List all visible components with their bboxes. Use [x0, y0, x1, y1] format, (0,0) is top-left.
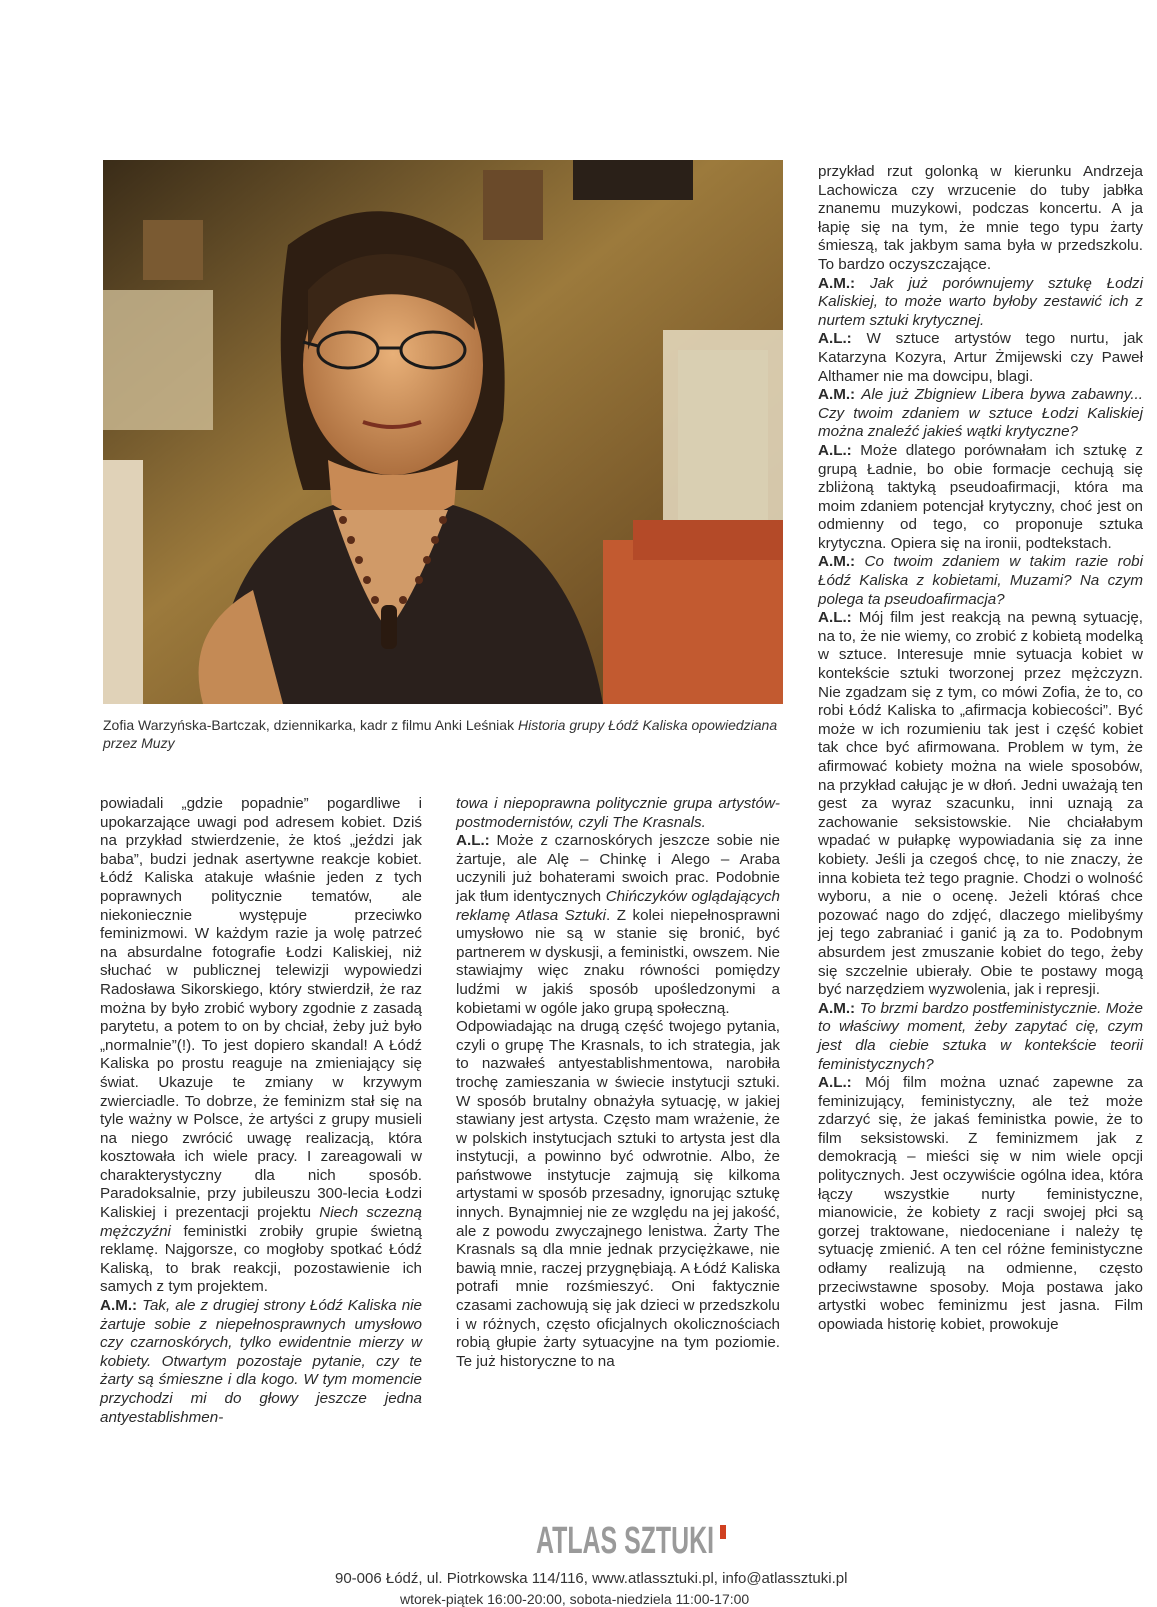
body-text: przykład rzut golonką w kierunku Andrzeja Lachowicza czy wrzucenie do tuby jabłka znanemu muzykowi, podczas koncertu. A ja łapię się na tym, że mnie tego typu żarty śmieszą, tak jakbym sama była w przedszkolu. To bardzo oczyszczające. [818, 163, 1143, 273]
body-text: powiadali „gdzie popadnie” pogardliwe i upokarzające uwagi pod adresem kobiet. Dziś na przykład stwierdzenie, że ktoś „jeździ jak baba”, budzi jednak asertywne reakcje kobiet. Łódź Kaliska atakuje właśnie jeden z tych poprawnych politycznie tematów, ale niekoniecznie występuje przeciwko feminizmowi. W każdym razie ja wolę patrzeć na absurdalne fotografie Łodzi Kaliskiej, niż słuchać w publicznej telewizji wypowiedzi Radosława Sikorskiego, który stwierdził, że raz można by było zrobić wybory zgodnie z zasadą parytetu, a potem to on by chciał, żeby już było „normalnie”(!). To jest dopiero skandal! A Łódź Kaliska po prostu reaguje na zmieniający się świat. Ukazuje te zmiany w krzywym zwierciadle. To dobrze, że feminizm stał się na tyle ważny w Polsce, że artyści z grupy musieli na niego zwrócić uwagę realizacją, która kosztowała ich wiele pracy. I zareagowali w charakterystyczny dla nich sposób. Paradoksalnie, przy jubileuszu 300-lecia Łodzi Kaliskiej i prezentacji projektu [100, 795, 422, 1222]
body-text: Może dlatego porównałam ich sztukę z grupą Ładnie, bo obie formacje cechują się zbliżoną taktyką pseudoafirmacji, która ma moim zdaniem potencjał krytyczny, choć jest on odmienny od tego, co proponuje sztuka krytyczna. Opiera się na ironii, podtekstach. [818, 441, 1143, 552]
text-column-3 [818, 163, 1143, 1334]
body-text: W sztuce artystów tego nurtu, jak Katarzyna Kozyra, Artur Żmijewski czy Paweł Althamer nie ma dowcipu, blagi. [818, 330, 1143, 385]
speaker-label: A.L.: [818, 609, 859, 627]
paragraph [100, 795, 422, 1297]
footer-address: 90-006 Łódź, ul. Piotrkowska 114/116, www.atlassztuki.pl, info@atlassztuki.pl [335, 1570, 848, 1587]
atlas-sztuki-logo [536, 1517, 736, 1561]
speaker-label: A.M.: [100, 1297, 143, 1315]
question-text: Co twoim zdaniem w takim razie robi Łódź Kaliska z kobietami, Muzami? Na czym polega ta pseudoafirmacja? [818, 553, 1143, 608]
paragraph [456, 1018, 780, 1371]
footer-hours: wtorek-piątek 16:00-20:00, sobota-niedziela 11:00-17:00 [400, 1591, 750, 1607]
speaker-label: A.M.: [818, 999, 860, 1017]
paragraph [456, 832, 780, 1018]
paragraph [818, 163, 1143, 275]
interview-photo [103, 160, 783, 704]
question-text: Ale już Zbigniew Libera bywa zabawny... Czy twoim zdaniem w sztuce Łodzi Kaliskiej można znaleźć jakieś wątki krytyczne? [818, 386, 1143, 441]
speaker-label: A.M.: [818, 386, 862, 404]
logo-text: ATLAS SZTUKI [536, 1520, 714, 1562]
paragraph [818, 386, 1143, 442]
speaker-label: A.L.: [456, 832, 497, 850]
speaker-label: A.L.: [818, 441, 861, 459]
paragraph [818, 330, 1143, 386]
question-text: Tak, ale z drugiej strony Łódź Kaliska nie żartuje sobie z niepełnosprawnych umysłowo czy czarnoskórych, tylko ewidentnie mierzy w kobiety. Otwartym pozostaje pytanie, czy te żarty są śmieszne i dla kogo. W tym momencie przychodzi mi do głowy jeszcze jedna antyestablishmen- [100, 1297, 422, 1426]
speaker-label: A.M.: [818, 274, 870, 292]
logo-accent [720, 1525, 726, 1539]
paragraph [818, 1074, 1143, 1334]
paragraph [818, 553, 1143, 609]
body-text: Mój film można uznać zapewne za feminizujący, feministyczny, ale też może zdarzyć się, że jakaś feministka powie, że to film seksistowski. Z feminizmem jak z demokracją – mieści się w nim wiele opcji politycznych. Jest oczywiście ogólna idea, która łączy wszystkie nurty feministyczne, mianowicie, że kobiety z racji swojej płci są gorzej traktowane, niedoceniane i należy tę sytuację zmienić. A ten cel różne feministyczne odłamy realizują na odmienne, często przeciwstawne sposoby. Moja postawa jako artystki wobec feminizmu jest jasna. Film opowiada historię kobiet, prowokuje [818, 1074, 1144, 1333]
question-text: Niech sczezną mężczyźni [100, 1204, 423, 1240]
speaker-label: A.M.: [818, 553, 865, 571]
question-text: Jak już porównujemy sztukę Łodzi Kaliskiej, to może warto byłoby zestawić ich z nurtem sztuki krytycznej. [818, 274, 1143, 329]
body-text: . Z kolei niepełnosprawni umysłowo nie są w stanie się bronić, być partnerem w dyskusji, a feministki, owszem. Nie stawiajmy więc znaku równości pomiędzy ludźmi w jakiś sposób upośledzonymi a kobietami w ogóle jako grupą społeczną. [456, 906, 780, 1017]
question-text: towa i niepoprawna politycznie grupa artystów-postmodernistów, czyli The Krasnals. [456, 795, 780, 831]
paragraph [818, 609, 1143, 999]
body-text: Może z czarnoskórych jeszcze sobie nie żartuje, ale Alę – Chinkę i Alego – Araba uczynili już bohaterami swoich prac. Podobnie jak tłum identycznych [456, 832, 780, 905]
caption-italic: Historia grupy Łódź Kaliska opowiedziana przez Muzy [103, 717, 778, 751]
question-text: To brzmi bardzo postfeministycznie. Może to właściwy moment, żeby zapytać cię, czym jest dla ciebie sztuka w kontekście teorii feministycznych? [818, 999, 1143, 1073]
paragraph [818, 442, 1143, 554]
caption-text: Zofia Warzyńska-Bartczak, dziennikarka, kadr z filmu Anki Leśniak [103, 717, 518, 733]
speaker-label: A.L.: [818, 330, 867, 348]
paragraph [818, 1000, 1143, 1074]
body-text: feministki zrobiły grupie świetną reklamę. Najgorsze, co mogłoby spotkać Łódź Kaliską, to brak reakcji, pozostawienie ich samych z tym projektem. [100, 1222, 422, 1296]
photo-scene [103, 160, 783, 704]
photo-caption [103, 716, 793, 752]
paragraph [100, 1297, 422, 1427]
paragraph [456, 795, 780, 832]
question-text: Chińczyków oglądających reklamę Atlasa Sztuki [456, 887, 781, 924]
text-column-1 [100, 795, 422, 1427]
body-text: Mój film jest reakcją na pewną sytuację, na to, że nie wiemy, co zrobić z kobietą modelką w sztuce. Interesuje mnie sytuacja kobiet w kontekście sztuki tworzonej przez mężczyzn. Nie zgadzam się z tym, co mówi Zofia, że to, co robi Łódź Kaliska to „afirmacja kobiecości”. Być może w ich rozumieniu tak jest i część kobiet tak chce być afirmowana. Problem w tym, że afirmować kobiety można na wiele sposobów, na przykład całując je w dłoń. Jedni uważają ten gest za wyraz szacunku, inni uznają za zachowanie seksistowskie. Nie chciałabym wpadać w pułapkę wypowiadania się za inne kobiety. Jeśli ja czegoś chcę, to nie znaczy, że inna kobieta też tego pragnie. Chodzi o wolność wyboru, a nie o ocenę. Jeżeli któraś chce pozować nago do zdjęć, dlaczego mielibyśmy jej tego zabraniać i ganić ją za to. Podobnym absurdem jest zmuszanie kobiet do tego, żeby się szczelnie ubierały. Obie te postawy mogą być narzędziem wyzwolenia, jak i represji. [818, 609, 1143, 999]
body-text: Odpowiadając na drugą część twojego pytania, czyli o grupę The Krasnals, to ich strategia, jak to nazwałeś antyestablishmentowa, narobiła trochę zamieszania w świecie instytucji sztuki. W sposób brutalny obnażyła sytuację, w jakiej stawiany jest artysta. Często mam wrażenie, że w polskich instytucjach sztuki to artysta jest dla instytucji, a powinno być odwrotnie. Albo, że państwowe instytucje zajmują się kilkoma artystami w sposób przesadny, ignorując sztukę innych. Bynajmniej nie ze względu na jej jakość, ale z powodu zwyczajnego lenistwa. Żarty The Krasnals są dla mnie jednak przyciężkawe, nie bawią mnie, raczej przygnębiają. A Łódź Kaliska potrafi mnie rozśmieszyć. Oni faktycznie czasami zachowują się jak dzieci w przedszkolu i w różnych, często oficjalnych okolicznościach robią głupie żarty sytuacyjne na tym poziomie. Te już historyczne to na [456, 1018, 780, 1370]
paragraph [818, 275, 1143, 331]
speaker-label: A.L.: [818, 1074, 866, 1092]
text-column-2 [456, 795, 780, 1371]
